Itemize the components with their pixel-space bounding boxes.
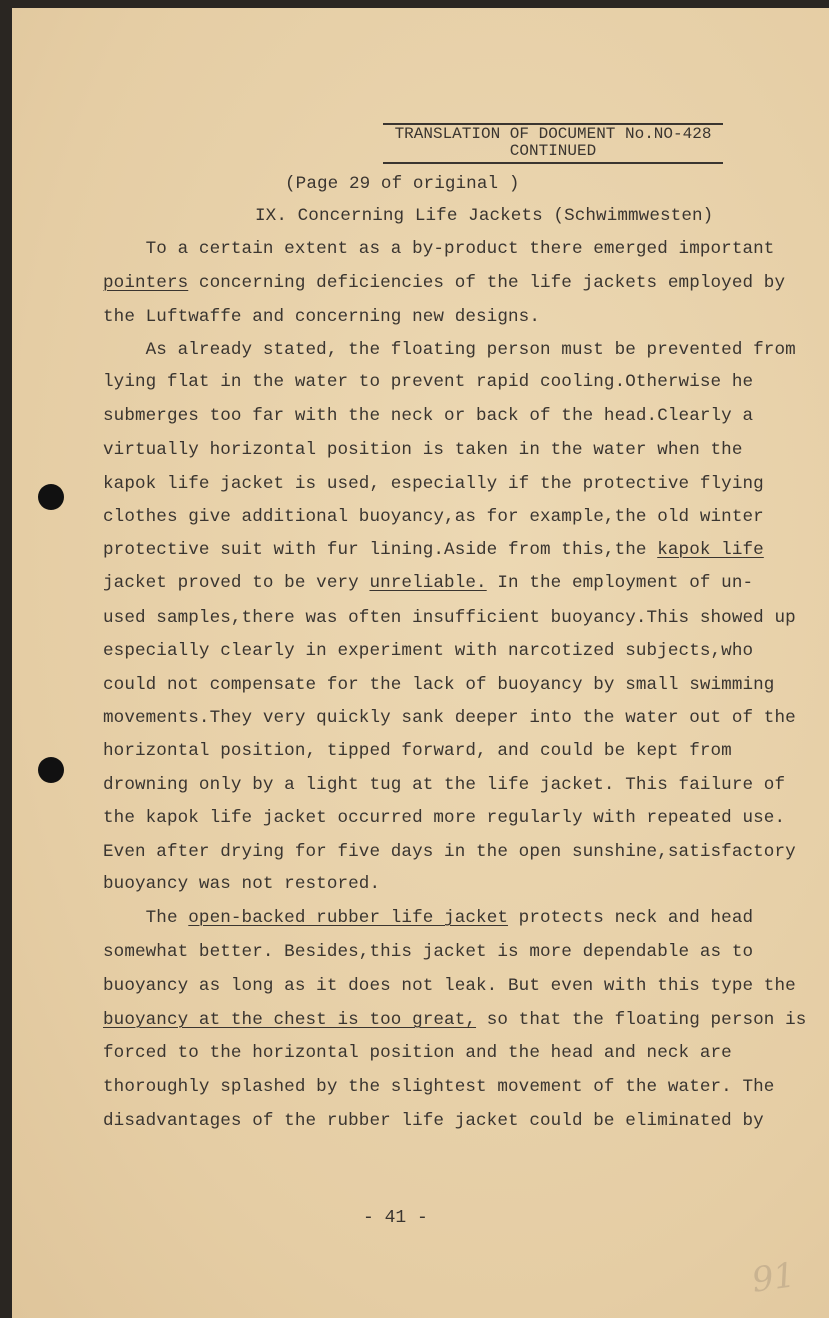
text-line: buoyancy was not restored. xyxy=(103,874,381,894)
header-continued: CONTINUED xyxy=(509,142,597,160)
text-segment: jacket proved to be very xyxy=(103,573,370,593)
underlined-phrase: buoyancy at the chest is too great, xyxy=(103,1010,477,1030)
text-line: forced to the horizontal position and the head and neck are xyxy=(103,1043,732,1063)
text-segment: protective suit with fur lining.Aside from this,the xyxy=(103,540,658,560)
text-line xyxy=(103,908,753,928)
text-line: To a certain extent as a by-product there emerged important xyxy=(103,239,775,259)
text-line: could not compensate for the lack of buoyancy by small swimming xyxy=(103,675,775,695)
page-reference: (Page 29 of original ) xyxy=(285,174,520,194)
text-segment: In the employment of un- xyxy=(486,573,754,593)
text-line: horizontal position, tipped forward, and could be kept from xyxy=(103,741,732,761)
header-title: TRANSLATION OF DOCUMENT No.NO-428 xyxy=(394,125,712,143)
text-line: thoroughly splashed by the slightest movement of the water. The xyxy=(103,1077,775,1097)
underlined-phrase: pointers xyxy=(103,273,189,293)
document-header xyxy=(383,123,723,164)
text-line: As already stated, the floating person must be prevented from xyxy=(103,340,796,360)
text-line: somewhat better. Besides,this jacket is more dependable as to xyxy=(103,942,754,962)
text-line: kapok life jacket is used, especially if the protective flying xyxy=(103,474,764,494)
handwritten-folio: 91 xyxy=(749,1255,798,1301)
text-line: especially clearly in experiment with narcotized subjects,who xyxy=(103,641,754,661)
text-line xyxy=(103,273,785,293)
text-line: the Luftwaffe and concerning new designs. xyxy=(103,307,540,327)
text-line: virtually horizontal position is taken in the water when the xyxy=(103,440,743,460)
underlined-phrase: kapok life xyxy=(657,540,764,560)
text-segment: so that the floating person is xyxy=(476,1010,807,1030)
text-segment: The xyxy=(103,908,189,928)
underlined-phrase: unreliable. xyxy=(369,573,487,593)
page-number: - 41 - xyxy=(363,1208,428,1228)
text-line: buoyancy as long as it does not leak. But even with this type the xyxy=(103,976,796,996)
text-line xyxy=(103,540,764,560)
underlined-phrase: open-backed rubber life jacket xyxy=(188,908,509,928)
text-line: movements.They very quickly sank deeper into the water out of the xyxy=(103,708,796,728)
punch-hole xyxy=(38,757,64,783)
text-line: clothes give additional buoyancy,as for example,the old winter xyxy=(103,507,764,527)
text-line: used samples,there was often insufficient buoyancy.This showed up xyxy=(103,608,796,628)
text-line xyxy=(103,573,753,593)
punch-hole xyxy=(38,484,64,510)
text-segment: concerning deficiencies of the life jackets employed by xyxy=(188,273,786,293)
text-line: lying flat in the water to prevent rapid cooling.Otherwise he xyxy=(103,372,754,392)
text-line xyxy=(103,1010,806,1030)
text-segment: protects neck and head xyxy=(508,908,754,928)
text-line: submerges too far with the neck or back of the head.Clearly a xyxy=(103,406,754,426)
text-line: Even after drying for five days in the open sunshine,satisfactory xyxy=(103,842,796,862)
text-line: drowning only by a light tug at the life jacket. This failure of xyxy=(103,775,786,795)
text-line: the kapok life jacket occurred more regularly with repeated use. xyxy=(103,808,786,828)
text-line: disadvantages of the rubber life jacket could be eliminated by xyxy=(103,1111,764,1131)
section-heading: IX. Concerning Life Jackets (Schwimmwesten) xyxy=(255,206,714,226)
